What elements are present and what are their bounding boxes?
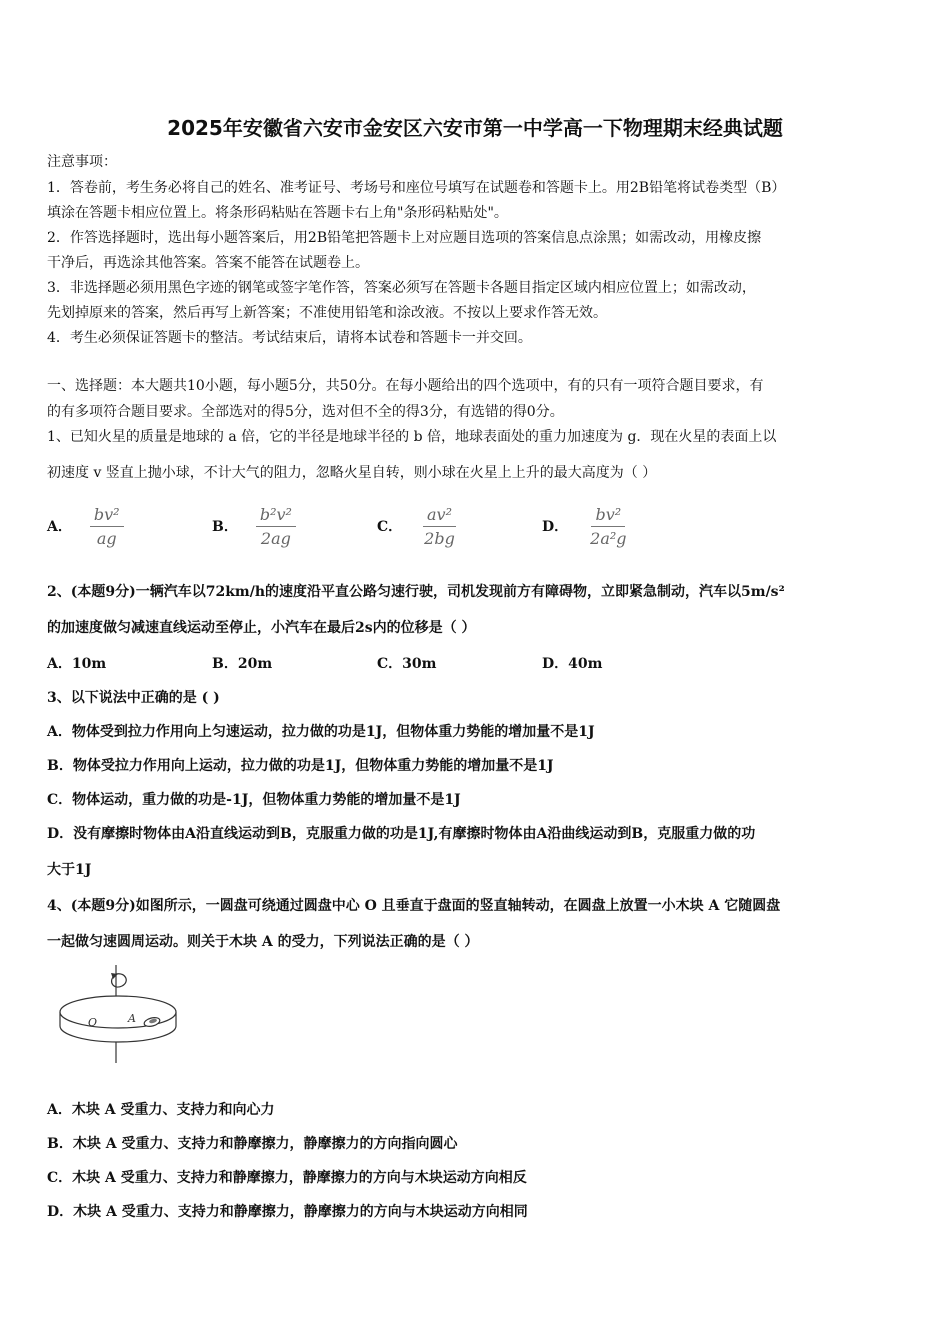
q4-option-c[interactable]: C．木块 A 受重力、支持力和静摩擦力，静摩擦力的方向与木块运动方向相反 (47, 1170, 527, 1186)
fraction-denominator: 2ag (260, 528, 291, 548)
notice-line: 先划掉原来的答案，然后再写上新答案；不准使用铅笔和涂改液。不按以上要求作答无效。 (47, 305, 607, 321)
q1-option-a[interactable] (47, 498, 124, 554)
q2-stem: 的加速度做匀减速直线运动至停止，小汽车在最后2s内的位移是（ ） (47, 620, 476, 636)
q3-option-d-cont: 大于1J (47, 862, 92, 878)
q1-stem: 1、已知火星的质量是地球的 a 倍，它的半径是地球半径的 b 倍，地球表面处的重力加速度为 g．现在火星的表面上以 (47, 429, 777, 445)
rotating-disc-figure (52, 960, 182, 1065)
option-label: C． (377, 519, 403, 535)
q1-options (47, 498, 912, 554)
fraction (586, 505, 630, 548)
q4-option-b[interactable]: B．木块 A 受重力、支持力和静摩擦力，静摩擦力的方向指向圆心 (47, 1136, 458, 1152)
q4-stem: 一起做匀速圆周运动。则关于木块 A 的受力，下列说法正确的是（ ） (47, 934, 479, 950)
fraction-denominator: ag (96, 528, 117, 548)
option-label: D． (542, 519, 569, 535)
q3-option-a[interactable]: A．物体受到拉力作用向上匀速运动，拉力做的功是1J，但物体重力势能的增加量不是1J (47, 724, 595, 740)
figure-label-o: O (88, 1016, 98, 1029)
q2-option-b[interactable]: B．20m (212, 656, 273, 672)
option-label: B． (212, 519, 238, 535)
q2-option-a[interactable]: A．10m (47, 656, 107, 672)
notice-heading: 注意事项： (47, 154, 117, 170)
notice-line: 4．考生必须保证答题卡的整洁。考试结束后，请将本试卷和答题卡一并交回。 (47, 330, 532, 346)
section-header: 一、选择题：本大题共10小题，每小题5分，共50分。在每小题给出的四个选项中，有的只有一项符合题目要求，有 (47, 378, 764, 394)
q2-option-c[interactable]: C．30m (377, 656, 437, 672)
notice-line: 3．非选择题必须用黑色字迹的钢笔或签字笔作答，答案必须写在答题卡各题目指定区域内相应位置上；如需改动， (47, 280, 756, 296)
q3-option-c[interactable]: C．物体运动，重力做的功是-1J，但物体重力势能的增加量不是1J (47, 792, 461, 808)
q1-option-b[interactable] (212, 498, 296, 554)
option-label: A． (47, 519, 72, 535)
page-title: 2025年安徽省六安市金安区六安市第一中学高一下物理期末经典试题 (167, 116, 783, 140)
fraction (420, 505, 459, 548)
q2-option-d[interactable]: D．40m (542, 656, 603, 672)
q4-option-a[interactable]: A．木块 A 受重力、支持力和向心力 (47, 1102, 275, 1118)
fraction-denominator: 2bg (424, 528, 455, 548)
q4-option-d[interactable]: D．木块 A 受重力、支持力和静摩擦力，静摩擦力的方向与木块运动方向相同 (47, 1204, 528, 1220)
notice-line: 干净后，再选涂其他答案。答案不能答在试题卷上。 (47, 255, 369, 271)
q2-stem: 2、(本题9分)一辆汽车以72km/h的速度沿平直公路匀速行驶，司机发现前方有障碍物，立即紧急制动，汽车以5m/s² (47, 584, 785, 600)
q1-option-d[interactable] (542, 498, 631, 554)
fraction-numerator: b²v² (256, 505, 296, 527)
section-header: 的有多项符合题目要求。全部选对的得5分，选对但不全的得3分，有选错的得0分。 (47, 404, 564, 420)
fraction-denominator: 2a²g (590, 528, 627, 548)
fraction-numerator: bv² (591, 505, 625, 527)
fraction (90, 505, 124, 548)
figure-label-a: A (128, 1012, 136, 1025)
q3-stem: 3、以下说法中正确的是 ( ) (47, 690, 220, 706)
fraction-numerator: bv² (90, 505, 124, 527)
q4-stem: 4、(本题9分)如图所示，一圆盘可绕通过圆盘中心 O 且垂直于盘面的竖直轴转动，在圆盘上放置一小木块 A 它随圆盘 (47, 898, 781, 914)
fraction (256, 505, 296, 548)
q3-option-b[interactable]: B．物体受拉力作用向上运动，拉力做的功是1J，但物体重力势能的增加量不是1J (47, 758, 554, 774)
fraction-numerator: av² (423, 505, 456, 527)
notice-line: 2．作答选择题时，选出每小题答案后，用2B铅笔把答题卡上对应题目选项的答案信息点涂黑；如需改动，用橡皮擦 (47, 230, 762, 246)
q3-option-d[interactable]: D．没有摩擦时物体由A沿直线运动到B，克服重力做的功是1J,有摩擦时物体由A沿曲线运动到B，克服重力做的功 (47, 826, 756, 842)
q1-stem: 初速度 v 竖直上抛小球，不计大气的阻力，忽略火星自转，则小球在火星上上升的最大高度为（ ） (47, 465, 657, 481)
notice-line: 填涂在答题卡相应位置上。将条形码粘贴在答题卡右上角"条形码粘贴处"。 (47, 205, 508, 221)
q1-option-c[interactable] (377, 498, 459, 554)
notice-line: 1．答卷前，考生务必将自己的姓名、准考证号、考场号和座位号填写在试题卷和答题卡上。用2B铅笔将试卷类型（B） (47, 180, 786, 196)
